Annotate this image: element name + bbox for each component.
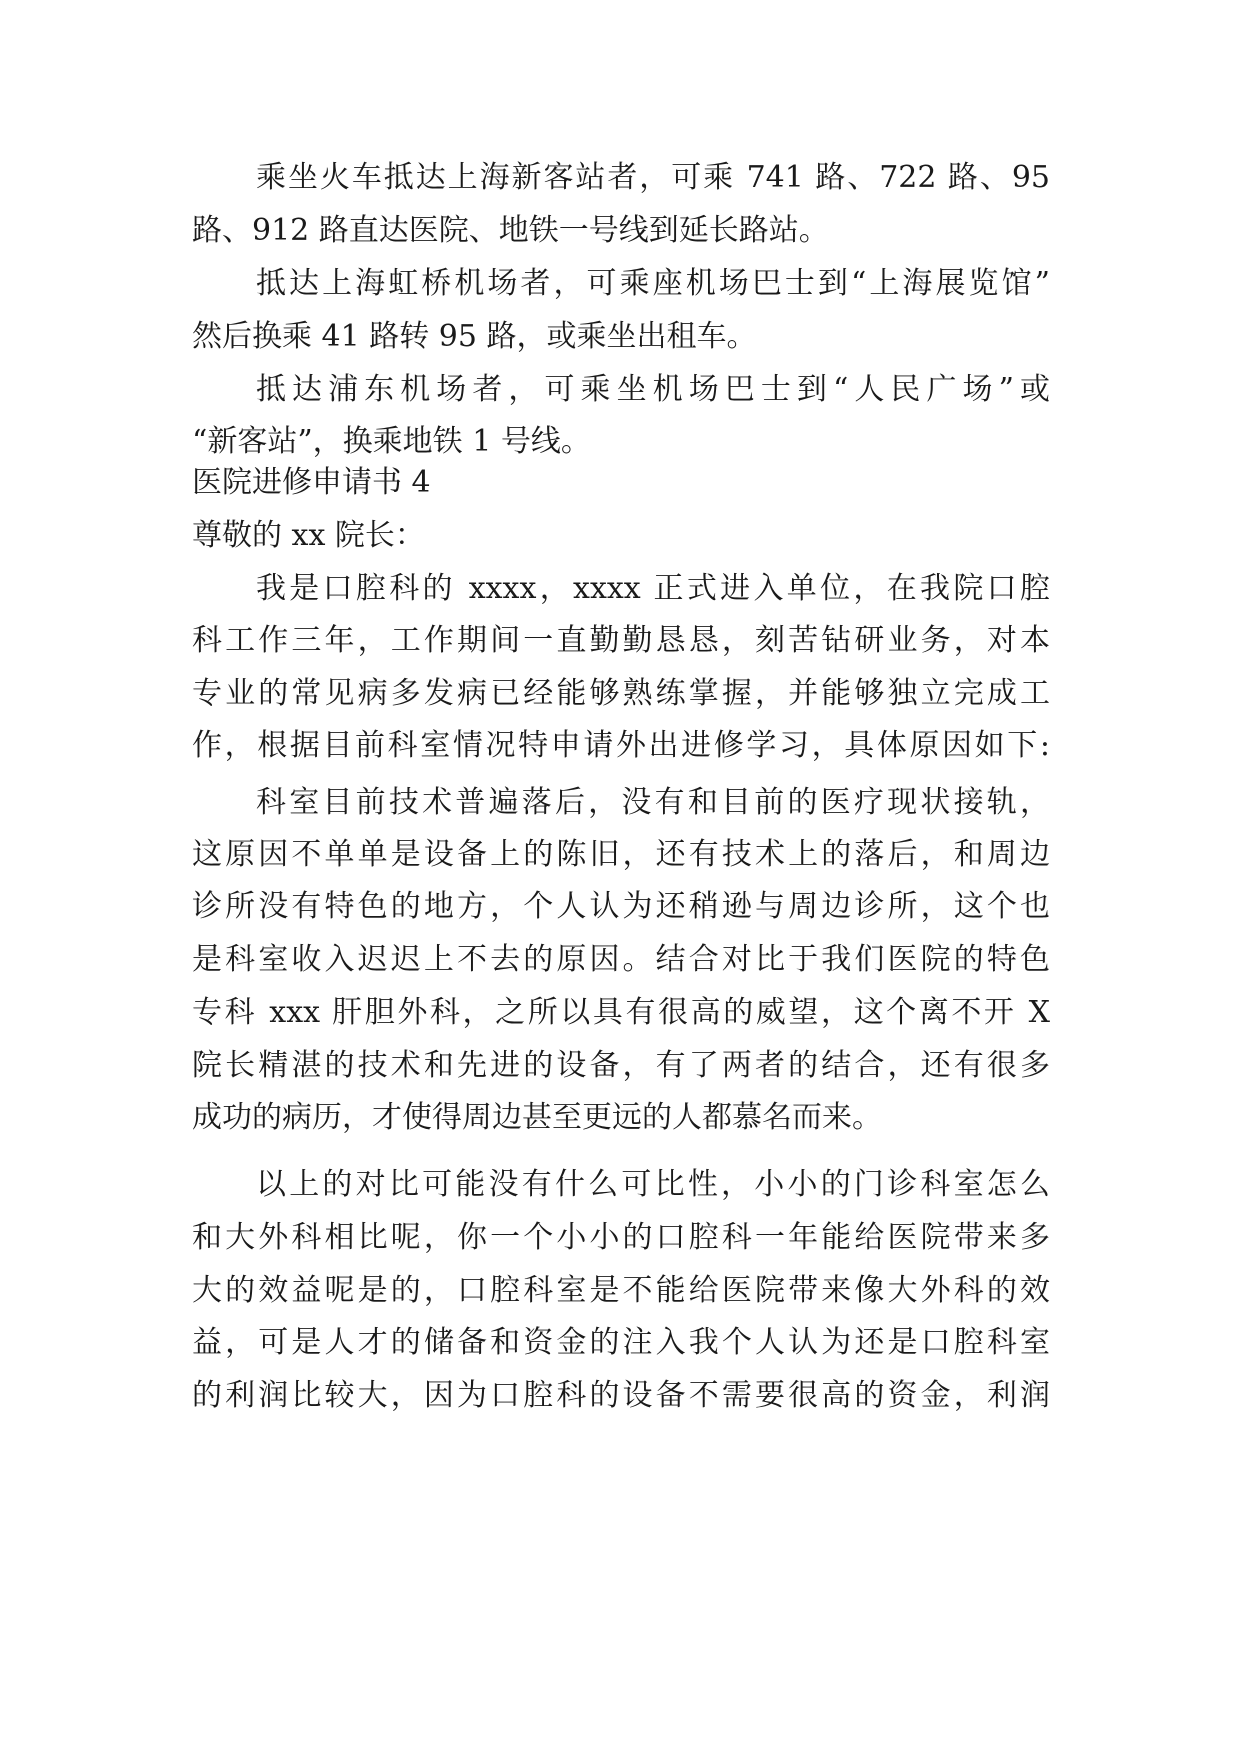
paragraph-line: 然后换乘 41 路转 95 路，或乘坐出租车。 (192, 319, 757, 354)
paragraph-line: 和大外科相比呢，你一个小小的口腔科一年能给医院带来多 (192, 1220, 1050, 1255)
paragraph-line: 诊所没有特色的地方，个人认为还稍逊与周边诊所，这个也 (192, 889, 1050, 924)
paragraph-line: 路、912 路直达医院、地铁一号线到延长路站。 (192, 213, 829, 248)
paragraph-line: 我是口腔科的 xxxx，xxxx 正式进入单位，在我院口腔 (256, 571, 1050, 606)
paragraph-line: 科工作三年，工作期间一直勤勤恳恳，刻苦钻研业务，对本 (192, 623, 1050, 658)
paragraph-line: 专科 xxx 肝胆外科，之所以具有很高的威望，这个离不开 X (192, 995, 1050, 1030)
paragraph-line: 以上的对比可能没有什么可比性，小小的门诊科室怎么 (256, 1167, 1050, 1202)
paragraph-line: 是科室收入迟迟上不去的原因。结合对比于我们医院的特色 (192, 942, 1050, 977)
paragraph-line: 这原因不单单是设备上的陈旧，还有技术上的落后，和周边 (192, 837, 1050, 872)
salutation: 尊敬的 xx 院长： (192, 518, 425, 553)
paragraph-line: 益，可是人才的储备和资金的注入我个人认为还是口腔科室 (192, 1325, 1050, 1360)
paragraph-line: 成功的病历，才使得周边甚至更远的人都慕名而来。 (192, 1100, 882, 1135)
paragraph-line: “新客站”，换乘地铁 1 号线。 (192, 424, 591, 459)
paragraph-line: 作，根据目前科室情况特申请外出进修学习，具体原因如下: (192, 728, 1050, 763)
section-heading: 医院进修申请书 4 (192, 465, 431, 500)
paragraph-line: 乘坐火车抵达上海新客站者，可乘 741 路、722 路、95 (256, 160, 1050, 195)
paragraph-line: 院长精湛的技术和先进的设备，有了两者的结合，还有很多 (192, 1048, 1050, 1083)
paragraph-line: 抵达浦东机场者，可乘坐机场巴士到“人民广场”或 (256, 372, 1050, 407)
paragraph-line: 科室目前技术普遍落后，没有和目前的医疗现状接轨， (256, 785, 1050, 820)
paragraph-line: 抵达上海虹桥机场者，可乘座机场巴士到“上海展览馆” (256, 266, 1050, 301)
paragraph-line: 大的效益呢是的，口腔科室是不能给医院带来像大外科的效 (192, 1273, 1050, 1308)
paragraph-line: 的利润比较大，因为口腔科的设备不需要很高的资金，利润 (192, 1378, 1050, 1413)
paragraph-line: 专业的常见病多发病已经能够熟练掌握，并能够独立完成工 (192, 676, 1050, 711)
